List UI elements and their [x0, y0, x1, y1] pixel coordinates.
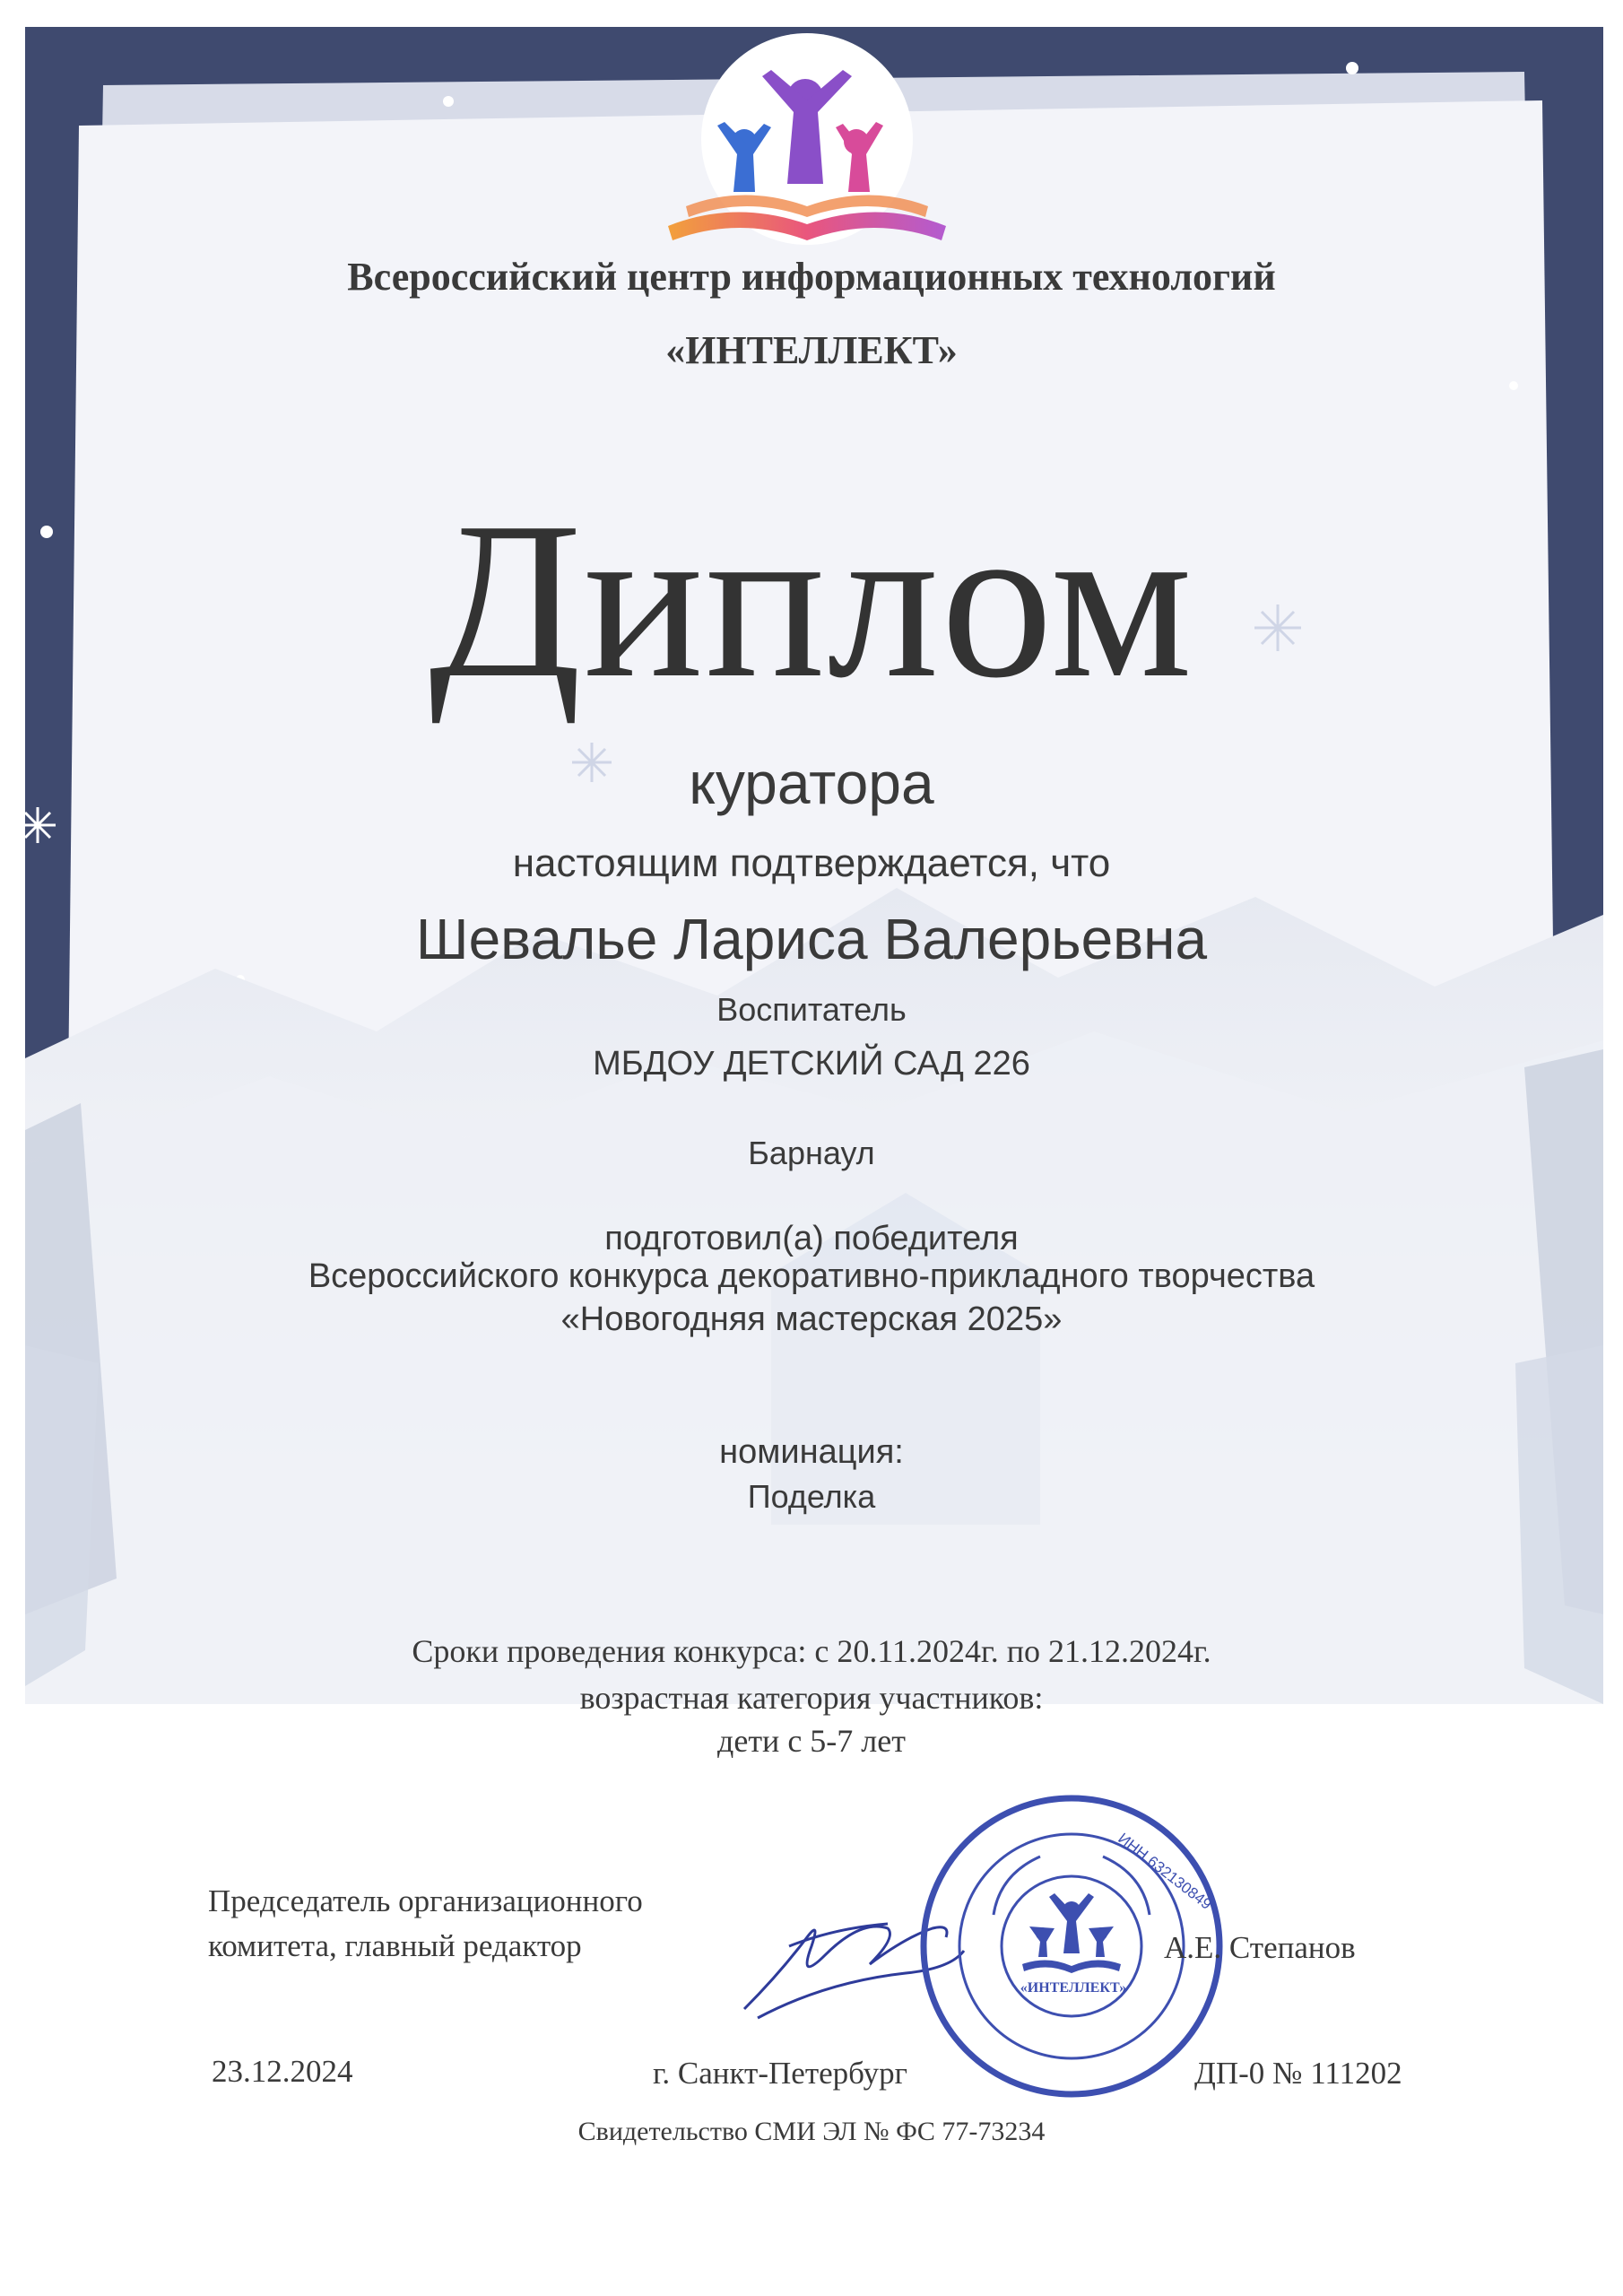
signer-name: А.Е. Степанов — [1164, 1930, 1356, 1965]
recipient-name: Шевалье Лариса Валерьевна — [415, 907, 1208, 971]
prepared-line: подготовил(а) победителя — [604, 1220, 1019, 1257]
stamp-brand: «ИНТЕЛЛЕКТ» — [1020, 1980, 1127, 1996]
issue-place: г. Санкт-Петербург — [653, 2056, 907, 2091]
media-certificate: Свидетельство СМИ ЭЛ № ФС 77-73234 — [577, 2117, 1046, 2146]
institution: МБДОУ ДЕТСКИЙ САД 226 — [593, 1045, 1030, 1083]
contest-name: «Новогодняя мастерская 2025» — [560, 1300, 1063, 1338]
page-title: Диплом — [429, 476, 1194, 725]
age-category-label: возрастная категория участников: — [579, 1680, 1044, 1716]
nomination-label: номинация: — [719, 1433, 904, 1471]
org-name: Всероссийский центр информационных технологий — [347, 255, 1276, 299]
signer-title-line2: комитета, главный редактор — [208, 1928, 582, 1963]
page-subtitle: куратора — [689, 750, 934, 816]
stamp-inn: ИНН 632130849 — [1115, 1830, 1215, 1913]
intro-text: настоящим подтверждается, что — [512, 841, 1111, 885]
diploma-number: ДП-0 № 111202 — [1194, 2056, 1402, 2091]
age-category-value: дети с 5-7 лет — [717, 1723, 906, 1759]
org-brand: «ИНТЕЛЛЕКТ» — [665, 328, 958, 372]
recipient-position: Воспитатель — [716, 991, 907, 1028]
stamp-logo-icon — [1022, 1893, 1121, 1973]
issue-date: 23.12.2024 — [212, 2054, 353, 2089]
signature-icon — [744, 1924, 964, 2018]
contest-terms: Сроки проведения конкурса: с 20.11.2024г. по 21.12.2024г. — [412, 1633, 1211, 1669]
city: Барнаул — [748, 1135, 875, 1171]
nomination-value: Поделка — [747, 1478, 876, 1515]
signer-title-line1: Председатель организационного — [208, 1883, 643, 1918]
contest-line: Всероссийского конкурса декоративно-прикладного творчества — [308, 1257, 1315, 1295]
